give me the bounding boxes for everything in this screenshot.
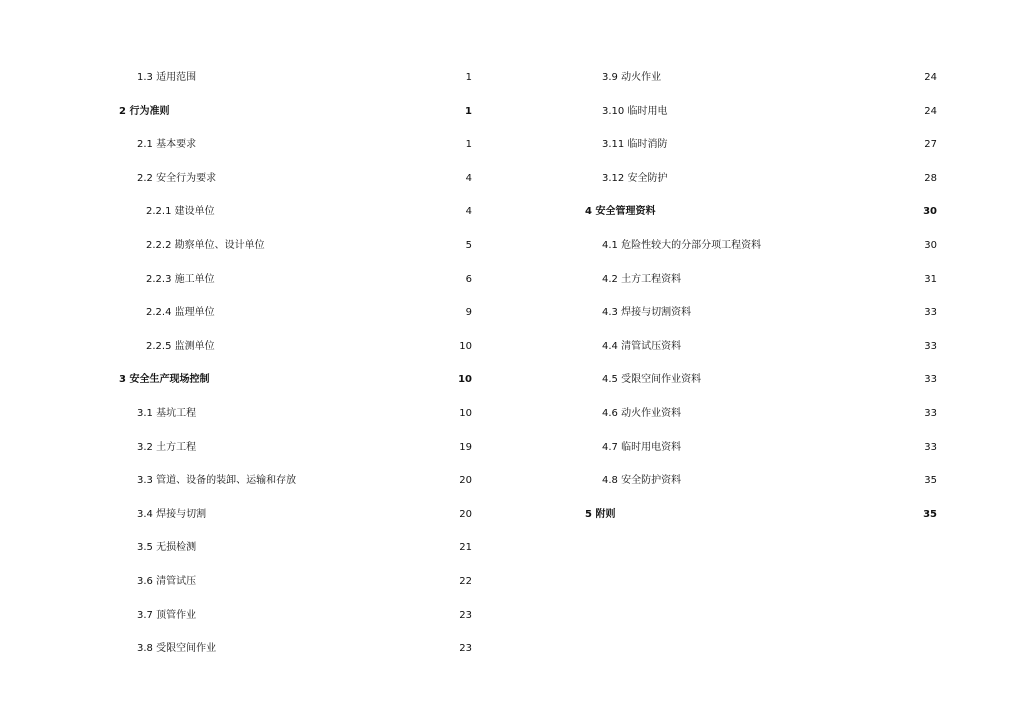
toc-entry-text: 土方工程 — [156, 441, 197, 453]
toc-entry-title — [602, 438, 681, 458]
toc-entry-page-number: 20 — [459, 475, 472, 487]
toc-entry-title — [146, 303, 215, 323]
toc-entry-number: 4 — [585, 206, 592, 218]
toc-entry-page-number: 35 — [923, 508, 937, 520]
toc-entry[interactable] — [0, 102, 512, 122]
toc-entry-text: 安全生产现场控制 — [129, 374, 210, 386]
toc-entry-title — [602, 102, 667, 122]
toc-entry[interactable] — [512, 236, 1024, 256]
toc-entry[interactable] — [0, 303, 512, 323]
toc-entry[interactable] — [512, 404, 1024, 424]
toc-entry-text: 施工单位 — [174, 273, 215, 285]
toc-entry-number: 2.2.1 — [146, 206, 172, 218]
toc-entry[interactable] — [512, 68, 1024, 88]
toc-entry-title — [137, 169, 216, 189]
toc-entry-title — [602, 169, 667, 189]
toc-entry-page-number: 30 — [923, 206, 937, 218]
toc-entry-text: 临时消防 — [627, 139, 668, 151]
toc-entry-title — [119, 370, 209, 390]
toc-entry-text: 基本要求 — [156, 139, 197, 151]
toc-entry-number: 2.1 — [137, 139, 153, 151]
toc-entry-page-number: 33 — [924, 441, 937, 453]
toc-entry-title — [146, 337, 215, 357]
toc-entry[interactable] — [0, 606, 512, 626]
toc-entry-page-number: 10 — [459, 340, 472, 352]
toc-entry-number: 2.2 — [137, 172, 153, 184]
toc-entry[interactable] — [512, 303, 1024, 323]
toc-entry[interactable] — [0, 68, 512, 88]
toc-entry-page-number: 19 — [459, 441, 472, 453]
toc-entry-text: 行为准则 — [129, 105, 170, 117]
toc-entry[interactable] — [0, 337, 512, 357]
toc-entry-text: 临时用电资料 — [621, 441, 682, 453]
toc-entry-page-number: 30 — [924, 240, 937, 251]
toc-entry[interactable] — [512, 505, 1024, 525]
toc-entry[interactable] — [0, 572, 512, 592]
toc-entry-title — [602, 471, 681, 491]
toc-entry-title — [602, 270, 681, 290]
toc-entry-text: 危险性较大的分部分项工程资料 — [621, 240, 762, 251]
toc-entry[interactable] — [512, 337, 1024, 357]
toc-entry-text: 安全行为要求 — [156, 172, 217, 184]
toc-entry-page-number: 22 — [459, 576, 472, 587]
toc-entry[interactable] — [512, 438, 1024, 458]
toc-entry-number: 2.2.5 — [146, 340, 172, 352]
toc-entry[interactable] — [0, 505, 512, 525]
toc-entry-number: 2.2.2 — [146, 240, 172, 251]
toc-entry-page-number: 4 — [465, 206, 472, 218]
toc-entry-title — [602, 303, 691, 323]
toc-entry-title — [602, 68, 661, 88]
toc-entry-number: 2.2.4 — [146, 307, 172, 319]
toc-entry-page-number: 27 — [924, 139, 937, 151]
toc-entry-title — [119, 102, 169, 122]
toc-entry-page-number: 33 — [924, 307, 937, 319]
toc-entry-text: 无损检测 — [156, 542, 197, 554]
toc-entry-page-number: 23 — [459, 643, 472, 655]
toc-entry-text: 动火作业 — [621, 72, 662, 83]
toc-entry-number: 3.7 — [137, 609, 153, 621]
toc-entry-page-number: 1 — [465, 72, 472, 83]
toc-entry-text: 附则 — [595, 508, 616, 520]
toc-entry[interactable] — [0, 370, 512, 390]
toc-entry[interactable] — [0, 404, 512, 424]
toc-entry-title — [602, 337, 681, 357]
toc-entry-title — [137, 572, 196, 592]
toc-entry-number: 4.1 — [602, 240, 618, 251]
toc-entry-page-number: 28 — [924, 172, 937, 184]
toc-entry-text: 勘察单位、设计单位 — [174, 240, 265, 251]
toc-entry-number: 4.4 — [602, 340, 618, 352]
toc-entry-page-number: 20 — [459, 508, 472, 520]
toc-entry-page-number: 24 — [924, 72, 937, 83]
toc-entry[interactable] — [512, 102, 1024, 122]
toc-entry-page-number: 1 — [465, 139, 472, 151]
toc-entry-number: 3.9 — [602, 72, 618, 83]
toc-entry-text: 管道、设备的装卸、运输和存放 — [156, 475, 297, 487]
toc-entry[interactable] — [0, 236, 512, 256]
toc-entry-number: 5 — [585, 508, 592, 520]
toc-entry-number: 3.10 — [602, 105, 625, 117]
toc-entry-text: 临时用电 — [627, 105, 668, 117]
toc-entry[interactable] — [512, 202, 1024, 222]
toc-entry[interactable] — [512, 471, 1024, 491]
toc-entry-number: 4.5 — [602, 374, 618, 386]
toc-entry-text: 基坑工程 — [156, 408, 197, 419]
toc-entry[interactable] — [0, 538, 512, 558]
toc-entry-text: 土方工程资料 — [621, 273, 682, 285]
toc-entry[interactable] — [0, 169, 512, 189]
toc-entry-text: 监理单位 — [174, 307, 215, 319]
toc-entry-page-number: 33 — [924, 408, 937, 419]
toc-entry-title — [146, 202, 215, 222]
toc-entry-page-number: 31 — [924, 273, 937, 285]
toc-entry-text: 顶管作业 — [156, 609, 197, 621]
toc-entry-number: 3.2 — [137, 441, 153, 453]
toc-entry-title — [602, 370, 701, 390]
toc-entry-title — [137, 471, 296, 491]
toc-entry-number: 4.7 — [602, 441, 618, 453]
toc-entry-title — [146, 236, 265, 256]
toc-entry[interactable] — [0, 438, 512, 458]
toc-entry-title — [602, 236, 761, 256]
toc-entry-number: 3.4 — [137, 508, 153, 520]
toc-entry-title — [585, 202, 655, 222]
toc-entry[interactable] — [512, 370, 1024, 390]
toc-entry[interactable] — [0, 639, 512, 659]
toc-entry-number: 2 — [119, 105, 126, 117]
toc-entry-text: 清管试压资料 — [621, 340, 682, 352]
toc-entry-title — [137, 505, 206, 525]
toc-entry-page-number: 10 — [459, 408, 472, 419]
toc-entry-number: 4.6 — [602, 408, 618, 419]
toc-entry-text: 适用范围 — [156, 72, 197, 83]
toc-entry-number: 3 — [119, 374, 126, 386]
toc-entry-number: 1.3 — [137, 72, 153, 83]
toc-entry-title — [602, 135, 667, 155]
toc-entry-title — [602, 404, 681, 424]
toc-entry-title — [137, 606, 196, 626]
toc-entry-page-number: 23 — [459, 609, 472, 621]
toc-entry-page-number: 21 — [459, 542, 472, 554]
toc-entry-text: 安全防护资料 — [621, 475, 682, 487]
toc-entry-number: 3.11 — [602, 139, 625, 151]
toc-entry-number: 2.2.3 — [146, 273, 172, 285]
toc-entry-text: 受限空间作业 — [156, 643, 217, 655]
toc-entry-text: 动火作业资料 — [621, 408, 682, 419]
toc-entry[interactable] — [0, 202, 512, 222]
toc-entry-page-number: 35 — [924, 475, 937, 487]
toc-entry-title — [137, 135, 196, 155]
toc-entry-title — [585, 505, 615, 525]
toc-entry-page-number: 4 — [465, 172, 472, 184]
toc-entry-text: 安全管理资料 — [595, 206, 656, 218]
toc-entry-page-number: 9 — [465, 307, 472, 319]
toc-entry[interactable] — [0, 270, 512, 290]
toc-right-column — [512, 0, 1024, 724]
toc-entry-title — [137, 538, 196, 558]
toc-entry-text: 焊接与切割资料 — [621, 307, 692, 319]
toc-entry-text: 监测单位 — [174, 340, 215, 352]
toc-entry-number: 3.6 — [137, 576, 153, 587]
toc-entry-title — [137, 438, 196, 458]
toc-entry-number: 3.8 — [137, 643, 153, 655]
toc-entry-page-number: 6 — [465, 273, 472, 285]
toc-entry-text: 建设单位 — [174, 206, 215, 218]
toc-entry-text: 安全防护 — [627, 172, 668, 184]
toc-entry-page-number: 5 — [465, 240, 472, 251]
toc-entry-number: 4.8 — [602, 475, 618, 487]
toc-entry-page-number: 10 — [458, 374, 472, 386]
toc-entry-page-number: 1 — [465, 105, 472, 117]
toc-entry-text: 受限空间作业资料 — [621, 374, 702, 386]
toc-entry-title — [146, 270, 215, 290]
toc-entry-number: 4.2 — [602, 273, 618, 285]
toc-entry[interactable] — [0, 471, 512, 491]
toc-entry-number: 3.1 — [137, 408, 153, 419]
toc-entry-page-number: 24 — [924, 105, 937, 117]
toc-entry-title — [137, 639, 216, 659]
toc-entry-number: 3.12 — [602, 172, 625, 184]
toc-entry-page-number: 33 — [924, 340, 937, 352]
toc-entry[interactable] — [512, 135, 1024, 155]
toc-entry-text: 清管试压 — [156, 576, 197, 587]
toc-entry-page-number: 33 — [924, 374, 937, 386]
toc-entry[interactable] — [512, 270, 1024, 290]
toc-entry-title — [137, 68, 196, 88]
toc-entry-number: 3.3 — [137, 475, 153, 487]
toc-entry-text: 焊接与切割 — [156, 508, 207, 520]
toc-entry-number: 4.3 — [602, 307, 618, 319]
toc-entry-title — [137, 404, 196, 424]
toc-entry-number: 3.5 — [137, 542, 153, 554]
toc-entry[interactable] — [512, 169, 1024, 189]
toc-entry[interactable] — [0, 135, 512, 155]
